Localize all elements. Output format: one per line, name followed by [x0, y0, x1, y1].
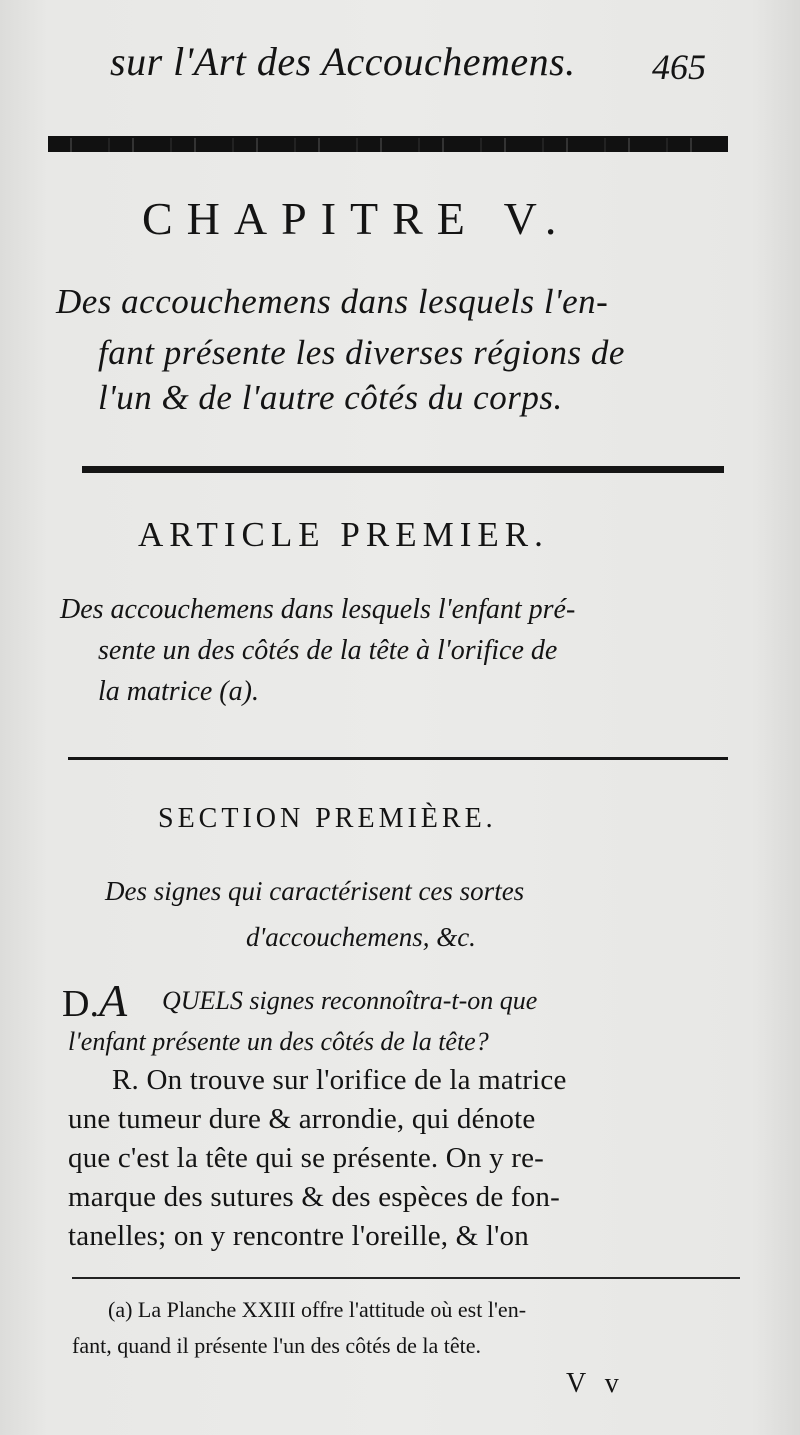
article-title-line: sente un des côtés de la tête à l'orifice de	[98, 635, 558, 666]
running-title: sur l'Art des Accouchemens.	[110, 39, 576, 84]
article-rule	[68, 757, 728, 760]
article-title-line: Des accouchemens dans lesquels l'enfant pré-	[60, 594, 576, 625]
section-title-line: d'accouchemens, &c.	[246, 922, 476, 952]
chapter-title-line: l'un & de l'autre côtés du corps.	[98, 378, 563, 417]
chapter-title-line: Des accouchemens dans lesquels l'en-	[56, 282, 609, 321]
answer-line: une tumeur dure & arrondie, qui dénote	[68, 1103, 536, 1135]
answer-line: tanelles; on y rencontre l'oreille, & l'on	[68, 1220, 529, 1252]
chapter-rule	[82, 466, 724, 473]
question-marker	[62, 974, 127, 1027]
answer-line: R. On trouve sur l'orifice de la matrice	[112, 1064, 567, 1096]
article-heading: ARTICLE PREMIER.	[138, 515, 549, 554]
header-rule	[48, 136, 728, 152]
question-line: QUELS signes reconnoîtra-t-on que	[162, 986, 538, 1015]
page-number: 465	[652, 47, 706, 87]
chapter-title-line: fant présente les diverses régions de	[98, 333, 625, 372]
answer-line: marque des sutures & des espèces de fon-	[68, 1181, 560, 1213]
question-line: l'enfant présente un des côtés de la tête?	[68, 1027, 489, 1056]
signature-mark: V v	[566, 1368, 625, 1399]
answer-line: que c'est la tête qui se présente. On y re-	[68, 1142, 545, 1174]
question-prefix: D.	[62, 983, 99, 1025]
footnote-line: fant, quand il présente l'un des côtés de la tête.	[72, 1333, 481, 1358]
section-title-line: Des signes qui caractérisent ces sortes	[105, 876, 525, 906]
chapter-heading: CHAPITRE V.	[142, 193, 571, 244]
footnote-line: (a) La Planche XXIII offre l'attitude où est l'en-	[108, 1297, 527, 1322]
drop-cap: A	[98, 975, 128, 1026]
article-title-line: la matrice (a).	[98, 676, 259, 707]
footnote-rule	[72, 1277, 740, 1279]
section-heading: SECTION PREMIÈRE.	[158, 803, 497, 834]
